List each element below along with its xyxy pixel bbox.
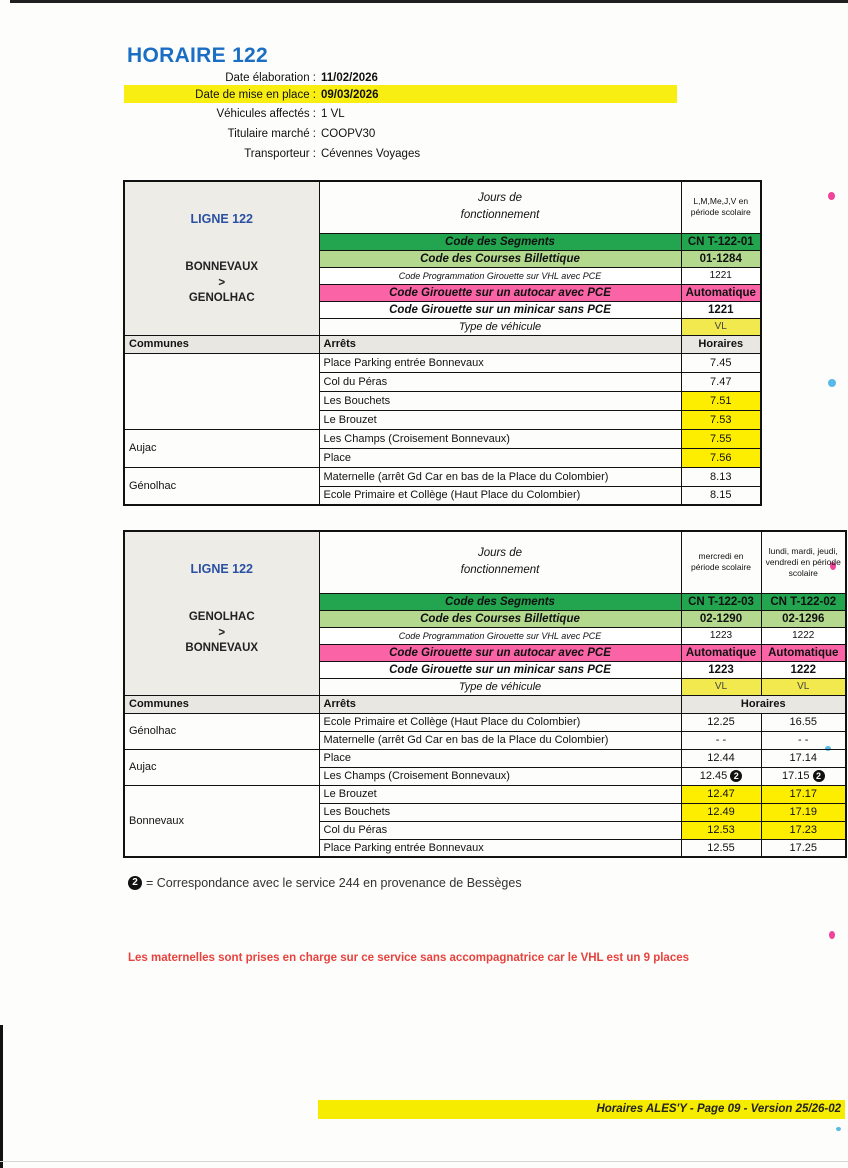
footer-version-bar: Horaires ALES'Y - Page 09 - Version 25/26-02 — [318, 1100, 845, 1119]
line-header-cell — [124, 531, 319, 695]
time-cell: 12.25 — [681, 713, 761, 731]
arrets-column-header: Arrêts — [319, 695, 681, 713]
origin-destination — [129, 260, 315, 307]
line-header-cell — [124, 181, 319, 335]
scan-artifact-dot — [828, 379, 836, 387]
origin-destination — [129, 610, 315, 657]
stop-name: Ecole Primaire et Collège (Haut Place du Colombier) — [319, 486, 681, 505]
code-minicar-label: Code Girouette sur un minicar sans PCE — [319, 301, 681, 318]
code-autocar-value: Automatique — [681, 284, 761, 301]
time-cell: 12.49 — [681, 803, 761, 821]
correspondence-badge-icon: 2 — [730, 770, 742, 782]
commune-cell: Aujac — [124, 429, 319, 467]
time-cell: 7.53 — [681, 410, 761, 429]
type-vehicule-label: Type de véhicule — [319, 318, 681, 335]
time-cell: 8.15 — [681, 486, 761, 505]
scan-edge-artifact — [0, 1025, 3, 1168]
time-cell: 17.19 — [761, 803, 846, 821]
stop-name: Place — [319, 749, 681, 767]
scan-artifact-dot — [828, 192, 835, 200]
commune-cell: Aujac — [124, 749, 319, 785]
scan-artifact-dot — [829, 931, 835, 939]
schedule-table-bonnevaux-genolhac — [123, 180, 762, 506]
scan-edge-artifact — [10, 0, 848, 3]
time-cell: 17.15 2 — [761, 767, 846, 785]
stop-name: Ecole Primaire et Collège (Haut Place du Colombier) — [319, 713, 681, 731]
code-programmation-value: 1222 — [761, 627, 846, 644]
table-row — [124, 467, 761, 486]
time-cell: - - — [681, 731, 761, 749]
type-vehicule-value: VL — [681, 678, 761, 695]
code-segments-value: CN T-122-03 — [681, 593, 761, 610]
code-programmation-label: Code Programmation Girouette sur VHL avec PCE — [319, 267, 681, 284]
line-number: LIGNE 122 — [190, 562, 254, 576]
meta-label: Date de mise en place : — [195, 89, 316, 101]
correspondence-badge-icon: 2 — [813, 770, 825, 782]
communes-column-header: Communes — [124, 695, 319, 713]
destination: BONNEVAUX — [185, 642, 259, 655]
code-programmation-label: Code Programmation Girouette sur VHL avec PCE — [319, 627, 681, 644]
stop-name: Maternelle (arrêt Gd Car en bas de la Place du Colombier) — [319, 731, 681, 749]
code-autocar-value: Automatique — [761, 644, 846, 661]
time-cell: 12.47 — [681, 785, 761, 803]
stop-name: Maternelle (arrêt Gd Car en bas de la Place du Colombier) — [319, 467, 681, 486]
direction-arrow: > — [218, 626, 226, 639]
correspondence-footnote — [128, 876, 522, 890]
horaires-column-header: Horaires — [681, 695, 846, 713]
commune-cell: Génolhac — [124, 467, 319, 505]
code-minicar-value: 1223 — [681, 661, 761, 678]
time-cell: 7.55 — [681, 429, 761, 448]
table-row — [124, 749, 846, 767]
meta-date-mise-en-place — [0, 87, 379, 103]
stop-name: Col du Péras — [319, 821, 681, 839]
period-header-lmjv: lundi, mardi, jeudi, vendredi en période scolaire — [761, 531, 846, 593]
stop-name: Les Champs (Croisement Bonnevaux) — [319, 767, 681, 785]
time-cell: 17.14 — [761, 749, 846, 767]
table-row — [124, 353, 761, 372]
code-segments-value: CN T-122-02 — [761, 593, 846, 610]
table-row — [124, 713, 846, 731]
meta-label: Date élaboration : — [225, 72, 316, 84]
code-billettique-label: Code des Courses Billettique — [319, 610, 681, 627]
commune-cell: Bonnevaux — [124, 785, 319, 857]
arrets-column-header: Arrêts — [319, 335, 681, 353]
table-row — [124, 785, 846, 803]
origin: GENOLHAC — [188, 611, 255, 623]
stop-name: Place Parking entrée Bonnevaux — [319, 353, 681, 372]
commune-cell: Génolhac — [124, 713, 319, 749]
code-billettique-label: Code des Courses Billettique — [319, 250, 681, 267]
stop-name: Place — [319, 448, 681, 467]
meta-label: Titulaire marché : — [227, 128, 316, 140]
time-cell: 12.44 — [681, 749, 761, 767]
jours-fonctionnement-header: Jours de fonctionnement — [319, 181, 681, 233]
period-header: L,M,Me,J,V en période scolaire — [681, 181, 761, 233]
stop-name: Place Parking entrée Bonnevaux — [319, 839, 681, 857]
meta-vehicules — [0, 106, 345, 122]
code-segments-label: Code des Segments — [319, 233, 681, 250]
commune-cell — [124, 353, 319, 429]
time-cell: 7.47 — [681, 372, 761, 391]
time-cell: 8.13 — [681, 467, 761, 486]
type-vehicule-value: VL — [681, 318, 761, 335]
meta-value: 11/02/2026 — [321, 72, 378, 84]
code-autocar-value: Automatique — [681, 644, 761, 661]
time-cell: 12.55 — [681, 839, 761, 857]
code-programmation-value: 1223 — [681, 627, 761, 644]
destination: GENOLHAC — [188, 292, 255, 305]
meta-value: 1 VL — [321, 108, 345, 120]
maternelles-warning-text: Les maternelles sont prises en charge sur ce service sans accompagnatrice car le VHL est un 9 places — [128, 952, 690, 964]
stop-name: Le Brouzet — [319, 785, 681, 803]
code-segments-value: CN T-122-01 — [681, 233, 761, 250]
time-cell: - - — [761, 731, 846, 749]
time-cell: 16.55 — [761, 713, 846, 731]
scan-edge-artifact — [0, 1161, 848, 1162]
line-number: LIGNE 122 — [190, 212, 254, 226]
meta-date-elaboration — [0, 70, 378, 86]
stop-name: Col du Péras — [319, 372, 681, 391]
time-cell: 12.53 — [681, 821, 761, 839]
time-cell: 7.56 — [681, 448, 761, 467]
meta-value: COOPV30 — [321, 128, 376, 140]
meta-value: 09/03/2026 — [321, 89, 379, 101]
code-billettique-value: 02-1296 — [761, 610, 846, 627]
stop-name: Les Champs (Croisement Bonnevaux) — [319, 429, 681, 448]
time-cell: 17.17 — [761, 785, 846, 803]
time-cell: 17.23 — [761, 821, 846, 839]
period-header-mercredi: mercredi en période scolaire — [681, 531, 761, 593]
code-programmation-value: 1221 — [681, 267, 761, 284]
time-cell: 7.45 — [681, 353, 761, 372]
schedule-table-genolhac-bonnevaux — [123, 530, 847, 858]
meta-transporteur — [0, 146, 420, 162]
code-minicar-value: 1221 — [681, 301, 761, 318]
table-row — [124, 429, 761, 448]
time-cell: 7.51 — [681, 391, 761, 410]
jours-fonctionnement-header: Jours de fonctionnement — [319, 531, 681, 593]
meta-value: Cévennes Voyages — [321, 148, 421, 160]
code-autocar-label: Code Girouette sur un autocar avec PCE — [319, 644, 681, 661]
type-vehicule-label: Type de véhicule — [319, 678, 681, 695]
code-minicar-label: Code Girouette sur un minicar sans PCE — [319, 661, 681, 678]
footnote-text: = Correspondance avec le service 244 en provenance de Bessèges — [146, 876, 522, 890]
scan-artifact-dot — [836, 1127, 841, 1131]
page-title: HORAIRE 122 — [127, 44, 269, 67]
stop-name: Le Brouzet — [319, 410, 681, 429]
communes-column-header: Communes — [124, 335, 319, 353]
time-cell: 17.25 — [761, 839, 846, 857]
stop-name: Les Bouchets — [319, 803, 681, 821]
meta-label: Transporteur : — [244, 148, 316, 160]
direction-arrow: > — [218, 276, 226, 289]
code-billettique-value: 01-1284 — [681, 250, 761, 267]
horaires-column-header: Horaires — [681, 335, 761, 353]
meta-label: Véhicules affectés : — [216, 108, 316, 120]
code-autocar-label: Code Girouette sur un autocar avec PCE — [319, 284, 681, 301]
code-minicar-value: 1222 — [761, 661, 846, 678]
time-cell: 12.45 2 — [681, 767, 761, 785]
stop-name: Les Bouchets — [319, 391, 681, 410]
code-segments-label: Code des Segments — [319, 593, 681, 610]
correspondence-badge-icon: 2 — [128, 876, 142, 890]
origin: BONNEVAUX — [185, 261, 259, 273]
type-vehicule-value: VL — [761, 678, 846, 695]
meta-titulaire — [0, 126, 375, 142]
code-billettique-value: 02-1290 — [681, 610, 761, 627]
